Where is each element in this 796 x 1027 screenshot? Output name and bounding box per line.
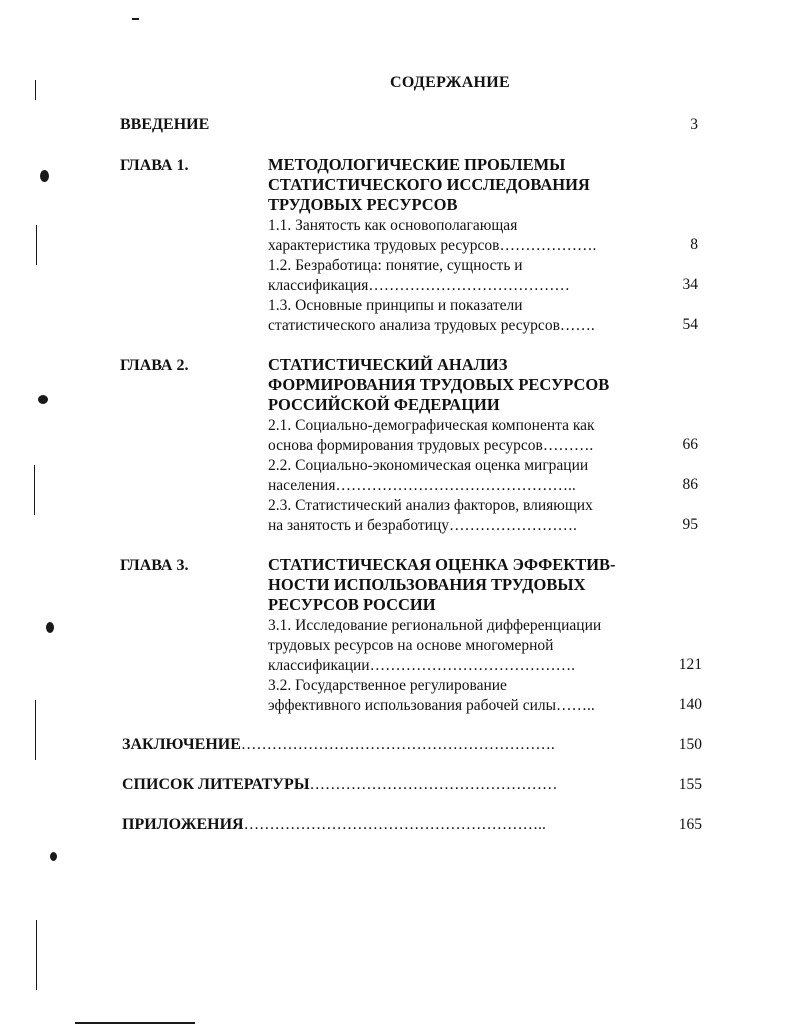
chapter-1-title: МЕТОДОЛОГИЧЕСКИЕ ПРОБЛЕМЫ СТАТИСТИЧЕСКОГО ИССЛЕДОВАНИЯ ТРУДОВЫХ РЕСУРСОВ [268, 155, 590, 214]
chapter-3-title: СТАТИСТИЧЕСКАЯ ОЦЕНКА ЭФФЕКТИВ- НОСТИ ИСПОЛЬЗОВАНИЯ ТРУДОВЫХ РЕСУРСОВ РОССИИ [268, 555, 616, 614]
section-2-3: 2.3. Статистический анализ факторов, влияющих на занятость и безработицу……………………. [268, 497, 593, 534]
chapter-2-title: СТАТИСТИЧЕСКИЙ АНАЛИЗ ФОРМИРОВАНИЯ ТРУДОВЫХ РЕСУРСОВ РОССИЙСКОЙ ФЕДЕРАЦИИ [268, 355, 610, 414]
section-1-1: 1.1. Занятость как основополагающая характеристика трудовых ресурсов………………. [268, 217, 597, 254]
section-2-2-page: 86 [682, 476, 698, 493]
chapter-1-label: ГЛАВА 1. [120, 157, 189, 174]
toc-intro-page: 3 [690, 116, 698, 133]
scan-mark [132, 18, 139, 20]
scan-mark [40, 170, 49, 182]
section-2-1-page: 66 [682, 436, 698, 453]
toc-appendix: ПРИЛОЖЕНИЯ………………………………………………….. [122, 816, 546, 833]
section-1-3: 1.3. Основные принципы и показатели статистического анализа трудовых ресурсов……. [268, 297, 595, 334]
chapter-2-label: ГЛАВА 2. [120, 357, 189, 374]
section-1-2: 1.2. Безработица: понятие, сущность и классификация………………………………… [268, 257, 570, 294]
section-3-1-page: 121 [678, 656, 702, 673]
scan-mark [46, 622, 54, 633]
scan-mark [35, 700, 36, 760]
section-2-2: 2.2. Социально-экономическая оценка миграции населения……………………………………….. [268, 457, 589, 494]
scan-mark [36, 920, 37, 990]
toc-references: СПИСОК ЛИТЕРАТУРЫ………………………………………… [122, 776, 558, 793]
scan-mark [50, 852, 57, 861]
section-1-1-page: 8 [690, 236, 698, 253]
toc-intro-label: ВВЕДЕНИЕ [120, 116, 210, 133]
section-2-3-page: 95 [682, 516, 698, 533]
scan-mark [36, 225, 37, 265]
toc-conclusion: ЗАКЛЮЧЕНИЕ……………………………………………………. [122, 736, 555, 753]
scan-mark [75, 1022, 195, 1024]
scan-mark [38, 395, 48, 404]
section-1-3-page: 54 [682, 316, 698, 333]
scan-mark [34, 465, 35, 515]
section-3-2-page: 140 [678, 696, 702, 713]
page-title: СОДЕРЖАНИЕ [389, 74, 511, 91]
section-3-1: 3.1. Исследование региональной дифференциации трудовых ресурсов на основе многомерной классификации…………………………………. [268, 617, 602, 674]
toc-appendix-page: 165 [678, 816, 702, 833]
toc-references-page: 155 [678, 776, 702, 793]
section-3-2: 3.2. Государственное регулирование эффективного использования рабочей силы…….. [268, 677, 595, 714]
chapter-3-label: ГЛАВА 3. [120, 557, 189, 574]
toc-conclusion-page: 150 [678, 736, 702, 753]
section-1-2-page: 34 [682, 276, 698, 293]
section-2-1: 2.1. Социально-демографическая компонента как основа формирования трудовых ресурсов………. [268, 417, 595, 454]
